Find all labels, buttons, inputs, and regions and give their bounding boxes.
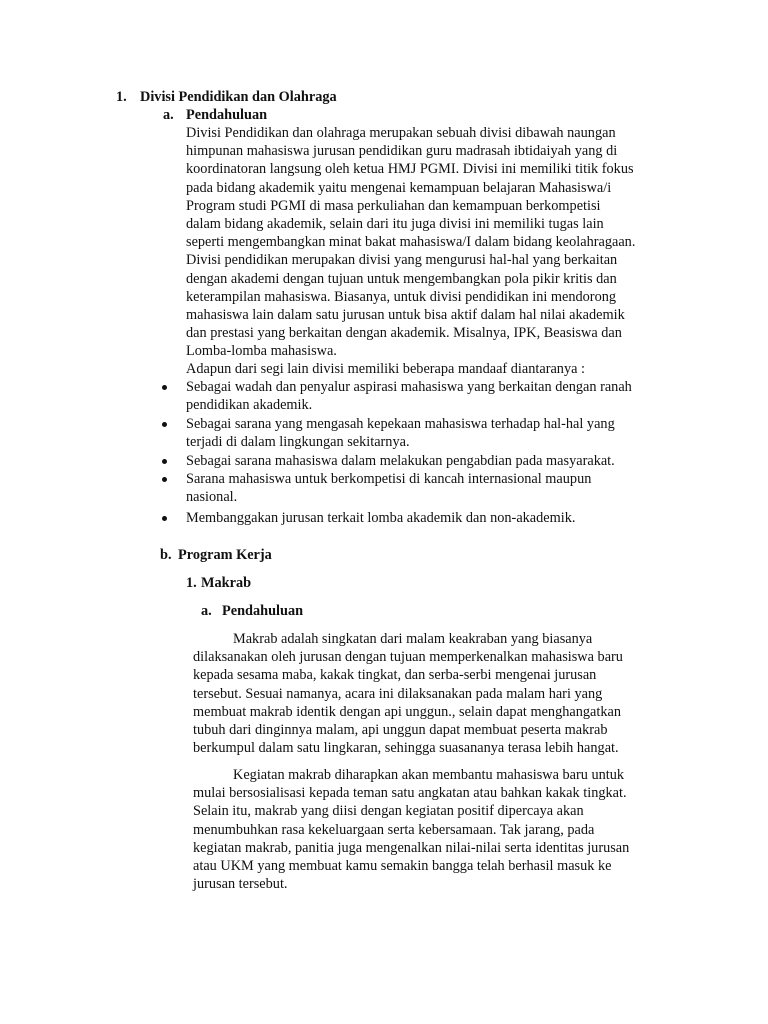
text-line: tersebut. Sesuai namanya, acara ini dilaksanakan pada malam hari yang [193, 685, 603, 702]
text-line: pada bidang akademik yaitu mengenai kemampuan belajaran Mahasiswa/i [186, 179, 612, 196]
text-line: terjadi di dalam lingkungan sekitarnya. [186, 434, 410, 451]
section-number: 1. [116, 89, 127, 105]
bullet-item [186, 452, 615, 470]
text-line: kepada sesama maba, kakak tingkat, dan serba-serbi mengenai jurusan [193, 667, 597, 684]
text-line: atau UKM yang membuat kamu semakin bangga telah berhasil masuk ke [193, 857, 612, 874]
subsection-title: Program Kerja [178, 547, 272, 563]
text-line: Divisi Pendidikan dan olahraga merupakan sebuah divisi dibawah naungan [186, 125, 616, 141]
text-line: dilaksanakan oleh jurusan dengan tujuan memperkenalkan mahasiswa baru [193, 649, 623, 666]
section-title: Divisi Pendidikan dan Olahraga [140, 89, 337, 105]
text-line: Kegiatan makrab diharapkan akan membantu mahasiswa baru untuk [233, 767, 625, 783]
program-subsection-title: Pendahuluan [222, 603, 304, 619]
text-line: dan prestasi yang berkaitan dengan akademik. Misalnya, IPK, Beasiswa dan [186, 325, 622, 342]
bullet-icon [162, 459, 167, 464]
bullet-item [186, 470, 591, 506]
subsection-title: Pendahuluan [186, 107, 268, 123]
text-line: Sebagai wadah dan penyalur aspirasi mahasiswa yang berkaitan dengan ranah [186, 379, 632, 395]
program-number: 1. [186, 575, 197, 591]
bullet-icon [162, 516, 167, 521]
text-line: pendidikan akademik. [186, 397, 313, 414]
text-line: koordinatoran langsung oleh ketua HMJ PGMI. Divisi ini memiliki titik fokus [186, 161, 634, 178]
text-line: Adapun dari segi lain divisi memiliki beberapa mandaaf diantaranya : [186, 361, 585, 378]
text-line: nasional. [186, 489, 238, 506]
text-line: seperti mengembangkan minat bakat mahasiswa/I dalam bidang keolahragaan. [186, 234, 636, 251]
program-title: Makrab [201, 575, 252, 591]
text-line: Divisi pendidikan merupakan divisi yang mengurusi hal-hal yang berkaitan [186, 252, 618, 269]
bullet-item [186, 378, 632, 414]
subsection-letter: a. [163, 107, 174, 123]
text-line: dengan akademi dengan tujuan untuk mengembangkan pola pikir kritis dan [186, 270, 617, 287]
text-line: membuat makrab identik dengan api unggun., selain dapat menghangatkan [193, 703, 621, 720]
text-line: Membanggakan jurusan terkait lomba akademik dan non-akademik. [186, 510, 576, 526]
makrab-paragraph-1 [193, 630, 623, 757]
text-line: kegiatan makrab, panitia juga mengenalkan nilai-nilai serta identitas jurusan [193, 839, 630, 856]
subsection-letter: b. [160, 547, 172, 563]
text-line: Selain itu, makrab yang diisi dengan kegiatan positif dipercaya akan [193, 803, 584, 820]
bullet-icon [162, 477, 167, 482]
text-line: himpunan mahasiswa jurusan pendidikan guru madrasah ibtidaiyah yang di [186, 143, 618, 160]
text-line: dalam bidang akademik, selain dari itu juga divisi ini memiliki tugas lain [186, 215, 604, 232]
program-subsection-letter: a. [201, 603, 212, 619]
bullet-item [186, 509, 575, 527]
makrab-paragraph-2 [193, 766, 629, 893]
bullet-item [186, 415, 615, 451]
intro-paragraph [186, 124, 635, 379]
text-line: Program studi PGMI di masa perkuliahan dan kemampuan berkompetisi [186, 197, 601, 214]
text-line: berkumpul dalam satu lingkaran, sehingga suasananya terasa lebih hangat. [193, 740, 619, 757]
bullet-icon [162, 422, 167, 427]
text-line: keterampilan mahasiswa. Biasanya, untuk divisi pendidikan ini mendorong [186, 288, 617, 305]
text-line: tubuh dari dinginnya malam, api unggun dapat membuat peserta makrab [193, 721, 608, 738]
bullet-icon [162, 385, 167, 390]
text-line: Sarana mahasiswa untuk berkompetisi di kancah internasional maupun [186, 471, 592, 487]
text-line: Makrab adalah singkatan dari malam keakraban yang biasanya [233, 631, 593, 647]
text-line: jurusan tersebut. [193, 876, 288, 893]
text-line: Lomba-lomba mahasiswa. [186, 343, 337, 360]
text-line: Sebagai sarana yang mengasah kepekaan mahasiswa terhadap hal-hal yang [186, 416, 615, 432]
text-line: mahasiswa lain dalam satu jurusan untuk bisa aktif dalam hal nilai akademik [186, 306, 625, 323]
text-line: Sebagai sarana mahasiswa dalam melakukan pengabdian pada masyarakat. [186, 453, 615, 469]
text-line: mulai bersosialisasi kepada teman satu angkatan atau bahkan kakak tingkat. [193, 785, 627, 802]
text-line: menumbuhkan rasa kekeluargaan serta kebersamaan. Tak jarang, pada [193, 821, 595, 838]
